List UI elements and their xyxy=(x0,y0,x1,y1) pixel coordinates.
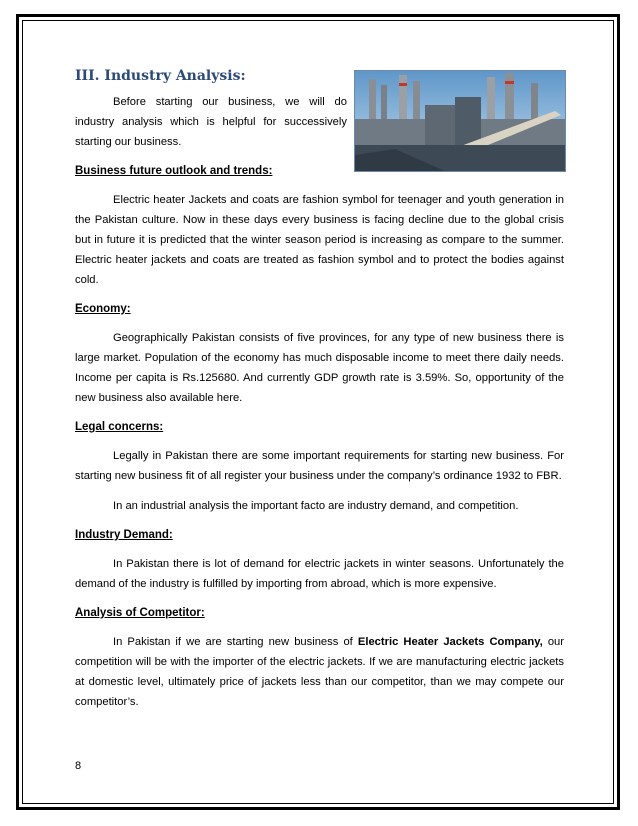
heading-business-outlook: Business future outlook and trends: xyxy=(75,165,273,177)
paragraph-industrial-analysis: In an industrial analysis the important facto are industry demand, and competition. xyxy=(113,500,519,512)
paragraph-legal-concerns: Legally in Pakistan there are some important requirements for starting new business. For starting new business fit of all register your business under the company’s ordinance 1932 to FBR. xyxy=(75,450,564,482)
heading-economy: Economy: xyxy=(75,303,131,315)
page-content xyxy=(75,66,564,712)
paragraph-business-outlook: Electric heater Jackets and coats are fashion symbol for teenager and youth generation in the Pakistan culture. Now in these days every business is facing decline due to the global crisis but in future it is predicted that the winter season period is increasing as compare to the summer. Electric heater jackets and coats are treated as fashion symbol and to protect the bodies against cold. xyxy=(75,194,564,286)
paragraph-competitor-analysis xyxy=(75,632,564,712)
heading-competitor-analysis: Analysis of Competitor: xyxy=(75,607,205,619)
paragraph-economy: Geographically Pakistan consists of five provinces, for any type of new business there is large market. Population of the economy has much disposable income to meet there daily needs. Income per capita is Rs.125680. And currently GDP growth rate is 3.59%. So, opportunity of the new business also available here. xyxy=(75,332,564,404)
competitor-text-end: our competition will be with the importer of the electric jackets. If we are manufacturing electric jackets at domestic level, ultimately price of jackets less than our competitor, than we may compete our competitor’s. xyxy=(75,636,564,708)
page-number: 8 xyxy=(75,760,82,772)
company-name: Electric Heater Jackets Company, xyxy=(357,636,543,648)
heading-industry-demand: Industry Demand: xyxy=(75,529,173,541)
intro-paragraph: Before starting our business, we will do industry analysis which is helpful for successively starting our business. xyxy=(75,96,347,148)
competitor-text-start: In Pakistan if we are starting new business of xyxy=(113,636,358,648)
paragraph-industry-demand: In Pakistan there is lot of demand for electric jackets in winter seasons. Unfortunately the demand of the industry is fulfilled by importing from abroad, which is more expensive. xyxy=(75,558,564,590)
heading-legal-concerns: Legal concerns: xyxy=(75,421,164,433)
section-title: III. Industry Analysis: xyxy=(75,68,246,84)
